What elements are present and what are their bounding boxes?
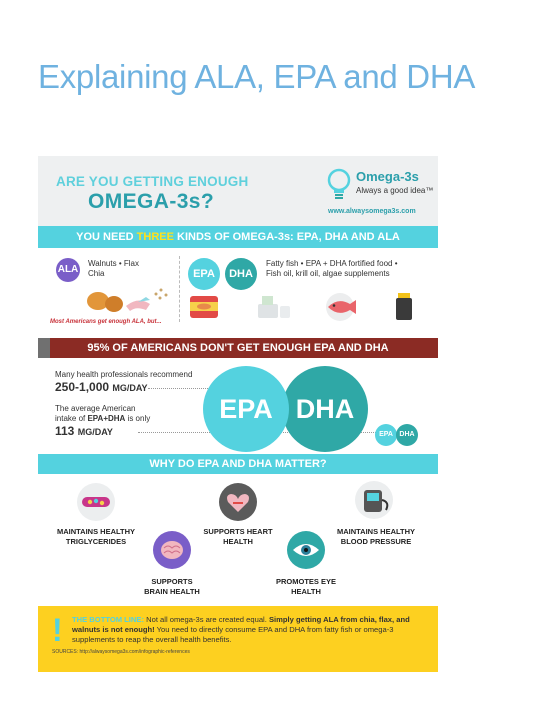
benefit-triglycerides-line1: MAINTAINS HEALTHY (56, 527, 136, 536)
average-line2 (55, 414, 150, 424)
stat-band-text: 95% OF AMERICANS DON'T GET ENOUGH EPA AND DHA (87, 342, 389, 354)
average-line2-suffix: is only (125, 414, 151, 423)
ala-badge: ALA (56, 258, 80, 282)
benefit-triglycerides-line2: TRIGLYCERIDES (65, 537, 127, 546)
average-line2-bold: EPA+DHA (87, 414, 126, 423)
ala-sources-line1: Walnuts • Flax (88, 259, 139, 268)
logo-tagline: Always a good idea™ (356, 186, 434, 195)
section-divider (179, 256, 180, 322)
small-epa-circle: EPA (375, 424, 397, 446)
sources-label: SOURCES: (52, 649, 79, 655)
stat-band (38, 338, 438, 358)
benefit-eye-line1: PROMOTES EYE (275, 577, 336, 586)
recommend-value: 250-1,000 (55, 380, 110, 394)
recommend-text: Many health professionals recommend (55, 370, 193, 379)
benefit-brain (126, 577, 218, 597)
big-dha-circle: DHA (282, 366, 368, 452)
epa-dha-source-icons (188, 290, 418, 324)
logo-url: www.alwaysomega3s.com (328, 208, 416, 215)
recommend-amount (55, 380, 148, 394)
ala-sources-line2: Chia (88, 269, 105, 278)
kinds-band (38, 226, 438, 248)
heart-icon (218, 482, 258, 522)
walnut-flax-icon (86, 284, 176, 316)
epa-dha-sources-line1: Fatty fish • EPA + DHA fortified food • (266, 259, 398, 268)
benefit-eye-line2: HEALTH (291, 587, 321, 596)
benefit-triglycerides (48, 527, 144, 547)
triglycerides-icon (76, 482, 116, 522)
blood-pressure-icon (354, 480, 394, 520)
small-dha-circle: DHA (396, 424, 418, 446)
sources-url: http://alwaysomega3s.com/infographic-references (79, 649, 190, 655)
benefit-brain-line2: BRAIN HEALTH (144, 587, 200, 596)
dha-badge: DHA (225, 258, 257, 290)
recommend-unit: MG/DAY (112, 383, 148, 393)
logo-name: Omega-3s (356, 169, 419, 184)
question-line1: ARE YOU GETTING ENOUGH (56, 174, 249, 189)
ala-sources (88, 259, 139, 279)
bottom-line-label: THE BOTTOM LINE: (72, 615, 144, 624)
average-text (55, 404, 150, 424)
bottom-line-bold: Simply getting ALA from chia, flax, and walnuts is not enough! (72, 615, 410, 634)
average-unit: MG/DAY (77, 427, 113, 437)
epa-dha-sources-line2: Fish oil, krill oil, algae supplements (266, 269, 390, 278)
average-value: 113 (55, 424, 75, 438)
big-epa-circle: EPA (203, 366, 289, 452)
bottom-line-text2: You need to directly consume EPA and DHA from fatty fish or omega-3 supplements to reap the overall health benefits. (72, 625, 394, 644)
question-line2: OMEGA-3s? (88, 190, 215, 213)
lightbulb-icon (326, 168, 352, 204)
kinds-band-after: KINDS OF OMEGA-3s: EPA, DHA AND ALA (173, 231, 400, 243)
sources-line (52, 649, 190, 655)
page-title: Explaining ALA, EPA and DHA (38, 58, 476, 95)
benefit-blood-pressure (324, 527, 428, 547)
ala-note: Most Americans get enough ALA, but... (50, 319, 162, 325)
benefit-heart-line1: SUPPORTS HEART (203, 527, 273, 536)
benefit-brain-line1: SUPPORTS (151, 577, 193, 586)
exclamation-icon: ! (52, 612, 63, 648)
brain-icon (152, 530, 192, 570)
eye-icon (286, 530, 326, 570)
bottom-line-text1: Not all omega-3s are created equal. (144, 615, 269, 624)
epa-dha-sources (266, 259, 398, 279)
benefit-bp-line2: BLOOD PRESSURE (340, 537, 412, 546)
epa-badge: EPA (188, 258, 220, 290)
bottom-line-text (72, 615, 432, 645)
benefit-eye (258, 577, 354, 597)
benefit-heart (188, 527, 288, 547)
kinds-band-before: YOU NEED (76, 231, 137, 243)
benefit-heart-line2: HEALTH (223, 537, 253, 546)
average-amount (55, 424, 113, 438)
benefit-bp-line1: MAINTAINS HEALTHY (336, 527, 416, 536)
average-line2-prefix: intake of (55, 414, 88, 423)
kinds-band-highlight: THREE (136, 231, 174, 243)
omega3-infographic (38, 156, 438, 672)
average-line1: The average American (55, 404, 136, 413)
why-band: WHY DO EPA AND DHA MATTER? (38, 454, 438, 474)
